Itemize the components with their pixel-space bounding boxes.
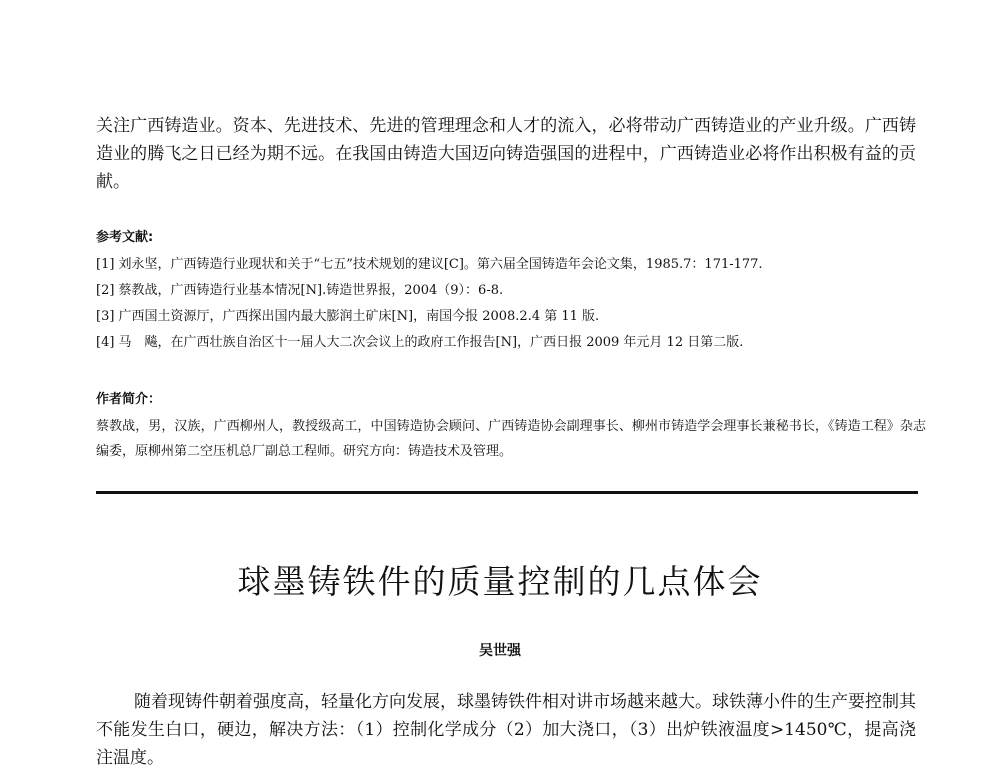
author-info-heading: 作者简介： [96, 392, 162, 407]
reference-item: [4] 马 飚，在广西壮族自治区十一届人大二次会议上的政府工作报告[N]，广西日报 2009 年元月 12 日第二版. [96, 335, 744, 350]
reference-item: [1] 刘永坚，广西铸造行业现状和关于“七五”技术规划的建议[C]。第六届全国铸造年会论文集，1985.7：171-177. [96, 257, 763, 272]
intro-paragraph: 关注广西铸造业。资本、先进技术、先进的管理理念和人才的流入，必将带动广西铸造业的产业升级。广西铸造业的腾飞之日已经为期不远。在我国由铸造大国迈向铸造强国的进程中，广西铸造业必将作出积极有益的贡献。 [96, 116, 916, 192]
author-bio: 蔡教战，男，汉族，广西柳州人，教授级高工，中国铸造协会顾问、广西铸造协会副理事长、柳州市铸造学会理事长兼秘书长，《铸造工程》杂志编委，原柳州第二空压机总厂副总工程师。研究方向：铸造技术及管理。 [96, 419, 926, 459]
references-list [96, 252, 926, 356]
references-heading: 参考文献: [96, 230, 154, 245]
reference-item: [3] 广西国土资源厅，广西探出国内最大膨润土矿床[N]，南国今报 2008.2.4 第 11 版. [96, 309, 600, 324]
article-first-paragraph: 随着现铸件朝着强度高，轻量化方向发展，球墨铸铁件相对讲市场越来越大。球铁薄小件的生产要控制其不能发生白口，硬边，解决方法：（1）控制化学成分（2）加大浇口，（3）出炉铁液温度>1450℃，提高浇注温度。 [96, 692, 916, 768]
reference-item: [2] 蔡教战，广西铸造行业基本情况[N].铸造世界报，2004（9）：6-8. [96, 283, 504, 298]
section-divider [96, 491, 918, 494]
article-title: 球墨铸铁件的质量控制的几点体会 [237, 562, 763, 601]
article-author: 吴世强 [479, 643, 521, 659]
